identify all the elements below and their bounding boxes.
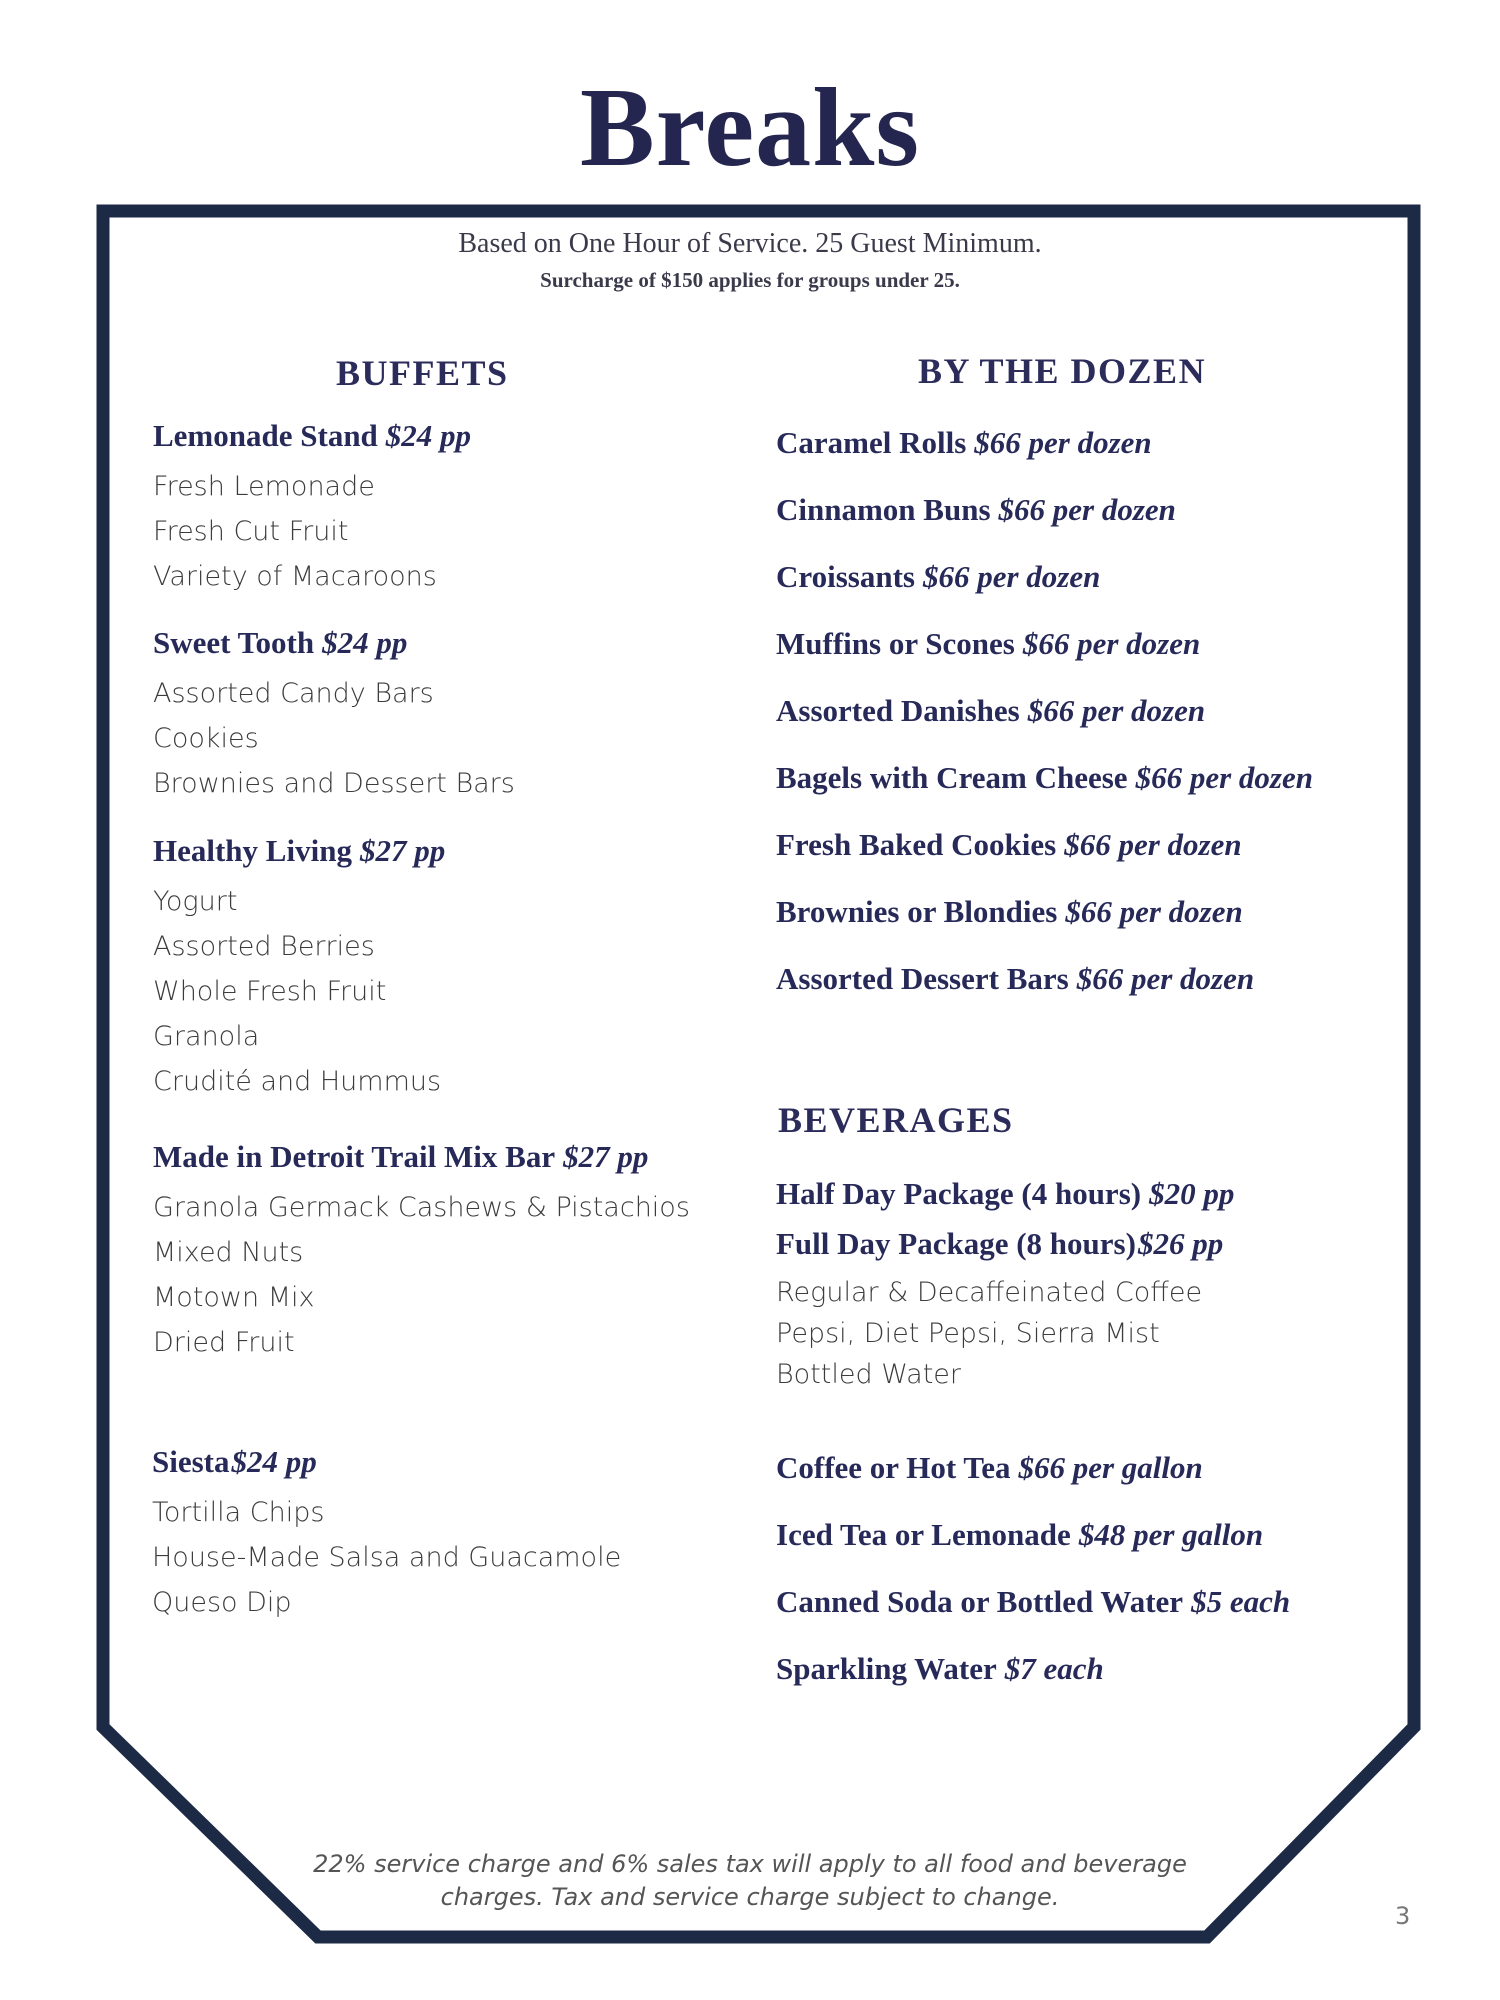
page-number: 3: [1395, 1902, 1411, 1930]
dozen-item: [776, 421, 1152, 471]
buffet-line: Variety of Macaroons: [153, 561, 437, 592]
buffet-line: House-Made Salsa and Guacamole: [152, 1542, 622, 1573]
package-line: Bottled Water: [776, 1359, 962, 1390]
dozen-item-name: Assorted Dessert Bars: [776, 961, 1069, 996]
package-price: $20 pp: [1149, 1176, 1235, 1211]
buffet-healthy-living: [153, 829, 445, 1104]
dozen-item-name: Caramel Rolls: [776, 425, 967, 460]
dozen-item: [776, 488, 1176, 538]
dozen-item-price: $66 per dozen: [1076, 961, 1255, 996]
beverage-item: [776, 1513, 1263, 1563]
dozen-item-price: $66 per dozen: [974, 425, 1152, 460]
intro-service-note: Based on One Hour of Service. 25 Guest Minimum.: [458, 228, 1042, 259]
dozen-item-price: $66 per dozen: [1135, 760, 1313, 795]
buffet-line: Crudité and Hummus: [153, 1066, 442, 1097]
buffet-price: $27 pp: [563, 1139, 649, 1174]
buffet-name: Sweet Tooth: [153, 625, 315, 660]
dozen-item-name: Croissants: [776, 559, 915, 594]
package-line: Pepsi, Diet Pepsi, Sierra Mist: [776, 1318, 1160, 1349]
buffet-price: $24 pp: [231, 1444, 317, 1479]
dozen-item-name: Cinnamon Buns: [776, 492, 991, 527]
buffet-trail-mix-bar: [153, 1135, 690, 1365]
buffet-sweet-tooth: [153, 621, 515, 806]
dozen-item-name: Brownies or Blondies: [776, 894, 1058, 929]
buffet-line: Fresh Lemonade: [153, 471, 375, 502]
intro-surcharge-note: Surcharge of $150 applies for groups under 25.: [540, 268, 960, 292]
beverage-item-price: $7 each: [1004, 1651, 1104, 1686]
dozen-item: [776, 756, 1313, 806]
buffet-line: Fresh Cut Fruit: [153, 516, 349, 547]
buffet-name: Healthy Living: [153, 833, 352, 868]
dozen-item: [776, 622, 1200, 672]
buffet-name: Lemonade Stand: [153, 418, 378, 453]
package-price: $26 pp: [1137, 1226, 1224, 1261]
package-line: Regular & Decaffeinated Coffee: [776, 1277, 1203, 1308]
dozen-item-price: $66 per dozen: [1065, 894, 1243, 929]
buffet-line: Whole Fresh Fruit: [153, 976, 387, 1007]
dozen-item-name: Muffins or Scones: [776, 626, 1015, 661]
dozen-item-price: $66 per dozen: [1064, 827, 1242, 862]
beverage-item: [776, 1446, 1203, 1496]
dozen-item-price: $66 per dozen: [998, 492, 1176, 527]
footer-line: charges. Tax and service charge subject to change.: [440, 1883, 1060, 1911]
dozen-item-price: $66 per dozen: [922, 559, 1101, 594]
buffet-line: Motown Mix: [153, 1282, 315, 1313]
buffet-line: Yogurt: [153, 886, 238, 917]
beverage-item: [776, 1647, 1104, 1697]
dozen-item: [776, 555, 1100, 605]
buffet-line: Queso Dip: [152, 1587, 292, 1618]
beverage-packages: [776, 1172, 1234, 1395]
buffet-line: Dried Fruit: [153, 1327, 295, 1358]
beverage-item-name: Coffee or Hot Tea: [776, 1450, 1011, 1485]
buffet-price: $27 pp: [359, 833, 446, 868]
buffet-line: Tortilla Chips: [152, 1497, 325, 1528]
page-title: Breaks: [580, 66, 920, 190]
dozen-item-name: Fresh Baked Cookies: [776, 827, 1057, 862]
buffet-name: Made in Detroit Trail Mix Bar: [153, 1139, 556, 1174]
beverage-item: [776, 1580, 1290, 1630]
beverage-item-price: $48 per gallon: [1078, 1517, 1264, 1552]
dozen-item: [776, 823, 1242, 873]
buffet-name: Siesta: [152, 1444, 230, 1479]
dozen-item: [776, 890, 1243, 940]
package-name: Half Day Package (4 hours): [776, 1176, 1142, 1211]
buffet-price: $24 pp: [385, 418, 472, 453]
buffet-siesta: [152, 1440, 621, 1625]
beverage-item-name: Sparkling Water: [776, 1651, 997, 1686]
beverage-item-name: Canned Soda or Bottled Water: [776, 1584, 1184, 1619]
dozen-item: [776, 689, 1205, 739]
beverage-item-price: $66 per gallon: [1018, 1450, 1203, 1485]
buffet-price: $24 pp: [322, 625, 408, 660]
dozen-item-price: $66 per dozen: [1022, 626, 1201, 661]
footer-note: [0, 1848, 1500, 1914]
dozen-item-price: $66 per dozen: [1027, 693, 1206, 728]
buffet-line: Granola Germack Cashews & Pistachios: [153, 1192, 690, 1223]
beverage-item-name: Iced Tea or Lemonade: [776, 1517, 1071, 1552]
dozen-item-name: Assorted Danishes: [776, 693, 1020, 728]
by-the-dozen-heading: BY THE DOZEN: [918, 351, 1207, 391]
buffets-heading: BUFFETS: [336, 353, 509, 393]
buffet-line: Cookies: [153, 723, 259, 754]
dozen-item-name: Bagels with Cream Cheese: [776, 760, 1128, 795]
buffet-line: Assorted Berries: [153, 931, 375, 962]
buffet-lemonade-stand: [153, 414, 471, 599]
buffet-line: Brownies and Dessert Bars: [153, 768, 515, 799]
buffet-line: Mixed Nuts: [153, 1237, 304, 1268]
beverages-heading: BEVERAGES: [778, 1100, 1014, 1140]
buffet-line: Assorted Candy Bars: [153, 678, 434, 709]
buffet-line: Granola: [153, 1021, 260, 1052]
footer-line: 22% service charge and 6% sales tax will apply to all food and beverage: [313, 1850, 1187, 1878]
beverage-item-price: $5 each: [1191, 1584, 1291, 1619]
dozen-item: [776, 957, 1254, 1007]
package-name: Full Day Package (8 hours): [776, 1226, 1136, 1261]
